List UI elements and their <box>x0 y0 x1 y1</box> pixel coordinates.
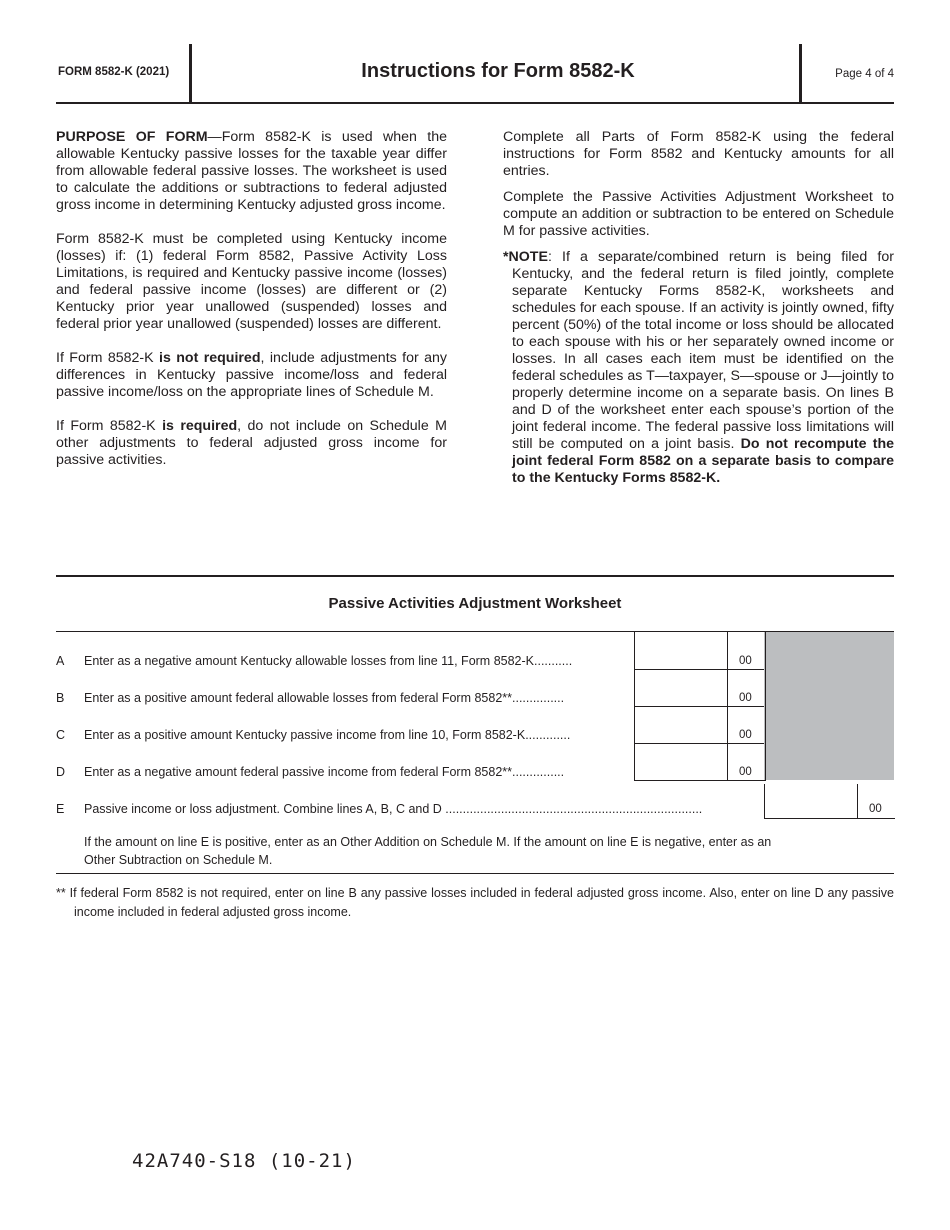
page-header <box>56 44 894 104</box>
row-divider <box>634 743 764 744</box>
line-d-label: Enter as a negative amount federal passive income from federal Form 8582** <box>84 765 513 779</box>
cents-divider <box>727 743 728 780</box>
header-divider-right <box>799 44 802 102</box>
row-divider <box>634 669 764 670</box>
purpose-label: PURPOSE OF FORM <box>56 129 208 145</box>
line-d-text <box>84 765 564 779</box>
note-paragraph <box>503 249 894 487</box>
left-column <box>56 129 447 486</box>
form-code: 42A740-S18 (10-21) <box>132 1150 356 1172</box>
page-title: Instructions for Form 8582-K <box>361 60 635 82</box>
line-e-cents[interactable]: 00 <box>869 803 882 815</box>
worksheet-paragraph: Complete the Passive Activities Adjustment Worksheet to compute an addition or subtraction to be entered on Schedule M for passive activities. <box>503 189 894 239</box>
leader-dots: ............. <box>525 728 571 742</box>
line-e-letter: E <box>56 802 65 816</box>
line-b-letter: B <box>56 691 65 705</box>
completion-paragraph: Form 8582-K must be completed using Kentucky income (losses) if: (1) federal Form 8582, Passive Activity Loss Limitations, is required and Kentucky passive income (losses) and federal passive income (losses) are different or (2) Kentucky prior year unallowed (suspended) losses and federal prior year unallowed (suspended) losses are different. <box>56 231 447 332</box>
note-label: *NOTE <box>503 249 548 265</box>
line-b-cents[interactable]: 00 <box>739 692 752 704</box>
not-required-paragraph <box>56 350 447 401</box>
header-divider-left <box>189 44 192 102</box>
note-emphasis: Do not recompute the joint federal Form 8582 on a separate basis to compare to the Kentucky Forms 8582-K. <box>512 436 894 486</box>
text: , do not include on Schedule M other adjustments to federal adjusted gross income for passive activities. <box>56 418 447 468</box>
leader-dots: ........... <box>534 654 573 668</box>
cents-divider <box>727 706 728 743</box>
cents-divider <box>727 632 728 669</box>
line-e-label: Passive income or loss adjustment. Combine lines A, B, C and D <box>84 802 442 816</box>
line-c-label: Enter as a positive amount Kentucky passive income from line 10, Form 8582-K <box>84 728 526 742</box>
line-a-text <box>84 654 572 668</box>
text: If Form 8582-K <box>56 418 163 434</box>
complete-parts-paragraph: Complete all Parts of Form 8582-K using the federal instructions for Form 8582 and Kentucky amounts for all entries. <box>503 129 894 179</box>
worksheet-bottom-rule <box>56 873 894 874</box>
line-e-text <box>84 802 702 816</box>
form-id: FORM 8582-K (2021) <box>58 66 170 78</box>
emphasis: is required <box>162 418 238 434</box>
footnote: ** If federal Form 8582 is not required, enter on line B any passive losses included in federal adjusted gross income. Also, enter on line D any passive income included in federal adjusted gross income. <box>56 886 894 919</box>
text: , include adjustments for any differences in Kentucky passive income/loss and federal passive income/loss on the appropriate lines of Schedule M. <box>56 350 448 400</box>
line-a-label: Enter as a negative amount Kentucky allowable losses from line 11, Form 8582-K <box>84 654 534 668</box>
purpose-text: —Form 8582-K is used when the allowable Kentucky passive losses for the taxable year differ from allowable federal passive losses. The worksheet is used to calculate the additions or subtractions to federal adjusted gross income in determining Kentucky adjusted gross income. <box>56 129 447 213</box>
worksheet-instruction: If the amount on line E is positive, enter as an Other Addition on Schedule M. If the amount on line E is negative, enter as an Other Subtraction on Schedule M. <box>84 835 772 867</box>
line-b-text <box>84 691 564 705</box>
cents-divider <box>857 784 858 818</box>
emphasis: is not required <box>159 350 261 366</box>
shaded-area <box>764 632 894 780</box>
page-number: Page 4 of 4 <box>835 68 894 80</box>
line-d-letter: D <box>56 765 66 779</box>
line-c-text <box>84 728 570 742</box>
leader-dots: ............... <box>512 691 565 705</box>
right-column <box>503 129 894 496</box>
text: If Form 8582-K <box>56 350 159 366</box>
purpose-paragraph <box>56 129 447 214</box>
leader-dots: .......................................................................... <box>441 802 703 816</box>
worksheet-title: Passive Activities Adjustment Worksheet <box>328 595 622 612</box>
note-text: : If a separate/combined return is being filed for Kentucky, and the federal return is filed jointly, complete separate Kentucky Forms 8582-K, worksheets and schedules for each spouse. If an activity is jointly owned, fifty percent (50%) of the total income or loss should be allocated to each spouse with his or her separately owned income or losses. In all cases each item must be identified on the federal schedules as T—taxpayer, S—spouse or J—jointly to properly determine income on a separate basis. On lines B and D of the worksheet enter each spouse’s portion of the joint federal income. The federal passive loss limitations will still be computed on a joint basis. <box>512 249 894 452</box>
leader-dots: ............... <box>512 765 565 779</box>
cents-divider <box>727 669 728 706</box>
required-paragraph <box>56 418 447 469</box>
worksheet-top-rule <box>56 575 894 577</box>
line-a-cents[interactable]: 00 <box>739 655 752 667</box>
row-divider <box>634 706 764 707</box>
line-b-label: Enter as a positive amount federal allowable losses from federal Form 8582** <box>84 691 512 705</box>
line-c-letter: C <box>56 728 66 742</box>
line-c-cents[interactable]: 00 <box>739 729 752 741</box>
line-a-letter: A <box>56 654 65 668</box>
line-d-cents[interactable]: 00 <box>739 766 752 778</box>
